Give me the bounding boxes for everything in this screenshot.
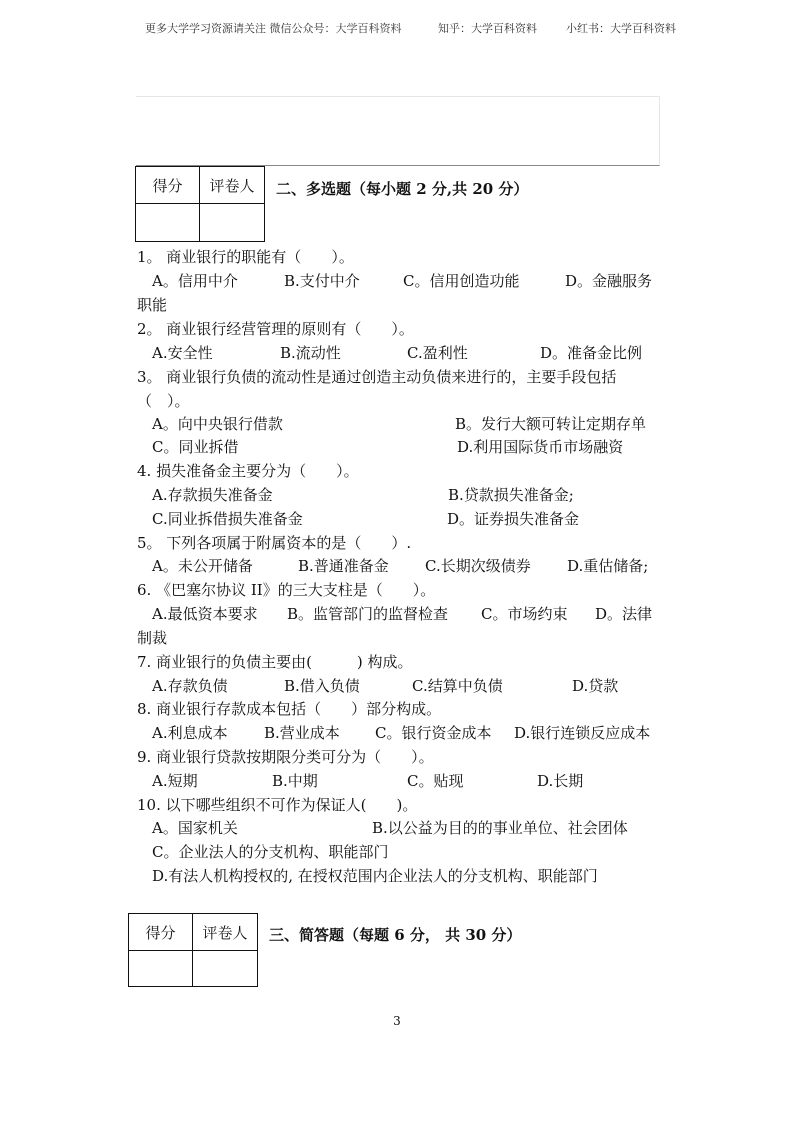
question-stem: 4. 损失准备金主要分为（ ）。	[137, 462, 359, 480]
option-a: A。未公开储备	[152, 557, 253, 575]
question-stem: 7. 商业银行的负债主要由( ) 构成。	[137, 653, 413, 671]
option-b: B.普通准备金	[298, 557, 389, 575]
option-a: A.存款负债	[152, 677, 228, 695]
option-b: B.借入负债	[284, 677, 360, 695]
question-stem: 10. 以下哪些组织不可作为保证人( )。	[137, 796, 418, 814]
question-stem: 1。 商业银行的职能有（ ）。	[137, 248, 354, 266]
question-stem: 5。 下列各项属于附属资本的是（ ）.	[137, 534, 412, 552]
option-d: D.重估储备;	[567, 557, 649, 575]
option-b: B。监管部门的监督检查	[287, 605, 449, 623]
option-a: A.利息成本	[152, 724, 228, 742]
question-stem: 6. 《巴塞尔协议 II》的三大支柱是（ ）。	[137, 581, 436, 599]
option-c: C.结算中负债	[412, 677, 503, 695]
option-d: D。金融服务	[565, 272, 653, 290]
score-cell[interactable]	[136, 204, 200, 242]
option-d: D。证券损失准备金	[447, 510, 580, 528]
question-stem: 9. 商业银行贷款按期限分类可分为（ ）。	[137, 748, 434, 766]
question-stem: 2。 商业银行经营管理的原则有（ ）。	[137, 320, 414, 338]
option-a: A.短期	[152, 772, 198, 790]
option-c: C。银行资金成本	[375, 724, 492, 742]
option-b: B.以公益为目的的事业单位、社会团体	[372, 819, 628, 837]
option-d-continued: 职能	[137, 296, 168, 314]
option-a: A.最低资本要求	[152, 605, 258, 623]
grader-label: 评卷人	[200, 167, 265, 204]
score-cell[interactable]	[129, 951, 193, 987]
page-number: 3	[393, 1014, 401, 1028]
option-b: B。发行大额可转让定期存单	[455, 415, 647, 433]
option-a: A。向中央银行借款	[152, 415, 283, 433]
option-b: B.中期	[272, 772, 318, 790]
option-c: C。同业拆借	[152, 438, 239, 456]
question-stem: 8. 商业银行存款成本包括（ ）部分构成。	[137, 700, 442, 718]
option-c: C.盈利性	[407, 344, 468, 362]
option-d-continued: 制裁	[137, 629, 168, 647]
page-header	[0, 20, 794, 38]
option-c: C.长期次级债券	[425, 557, 531, 575]
score-label: 得分	[136, 167, 200, 204]
option-c: C。贴现	[407, 772, 464, 790]
option-a: A。信用中介	[152, 272, 238, 290]
option-b: B.流动性	[280, 344, 341, 362]
option-c: C。信用创造功能	[403, 272, 520, 290]
question-stem: 3。 商业银行负债的流动性是通过创造主动负债来进行的，主要手段包括	[137, 368, 617, 386]
option-c: C。市场约束	[481, 605, 568, 623]
option-b: B.贷款损失准备金;	[448, 486, 574, 504]
option-a: A。国家机关	[152, 819, 238, 837]
score-table-section3	[128, 913, 258, 987]
option-d: D.长期	[537, 772, 584, 790]
grader-label: 评卷人	[193, 914, 258, 951]
option-b: B.营业成本	[264, 724, 340, 742]
header-text-xiaohongshu: 小红书：大学百科资料	[566, 22, 676, 35]
option-d: D。准备金比例	[540, 344, 643, 362]
option-a: A.存款损失准备金	[152, 486, 273, 504]
section3-title: 三、简答题（每题 6 分， 共 30 分）	[269, 926, 522, 944]
option-b: B.支付中介	[284, 272, 360, 290]
blank-answer-box	[136, 96, 660, 166]
score-table-section2	[135, 166, 265, 242]
option-d: D.银行连锁反应成本	[514, 724, 651, 742]
option-c: C。企业法人的分支机构、职能部门	[152, 843, 389, 861]
option-d: D。法律	[595, 605, 653, 623]
question-stem-continued: （ ）。	[137, 392, 190, 410]
header-text-wechat: 更多大学学习资源请关注 微信公众号：大学百科资料	[145, 22, 402, 35]
option-a: A.安全性	[152, 344, 213, 362]
option-d: D.利用国际货币市场融资	[457, 438, 624, 456]
section2-title: 二、多选题（每小题 2 分,共 20 分）	[276, 180, 529, 198]
option-d: D.贷款	[572, 677, 619, 695]
option-d: D.有法人机构授权的, 在授权范围内企业法人的分支机构、职能部门	[152, 867, 598, 885]
header-text-zhihu: 知乎：大学百科资料	[438, 22, 537, 35]
grader-cell[interactable]	[200, 204, 265, 242]
grader-cell[interactable]	[193, 951, 258, 987]
option-c: C.同业拆借损失准备金	[152, 510, 303, 528]
score-label: 得分	[129, 914, 193, 951]
